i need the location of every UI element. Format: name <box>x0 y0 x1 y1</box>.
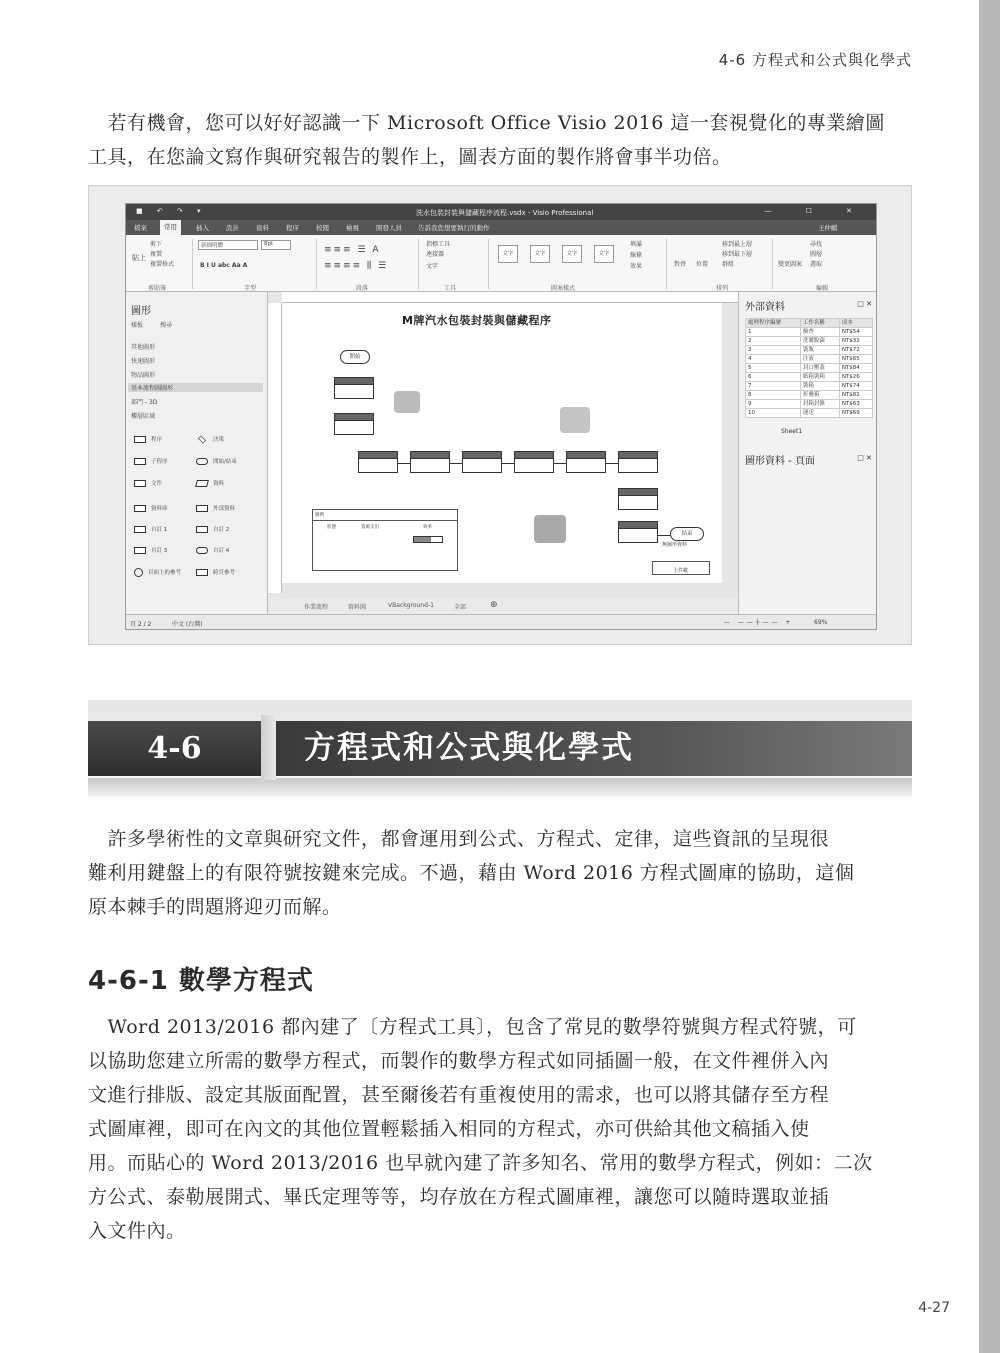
legend-header: 資源支出 <box>361 525 379 530</box>
custom4-icon <box>196 547 208 554</box>
ribbon <box>126 235 877 292</box>
drawing-page[interactable] <box>282 303 722 583</box>
tab-developer[interactable]: 開發人員 <box>376 224 402 232</box>
page-tab[interactable]: 作業流程 <box>304 604 329 611</box>
shape-item[interactable]: 自訂 1 <box>134 525 167 533</box>
pane-close-icon[interactable]: □ ✕ <box>857 300 872 308</box>
tab-view[interactable]: 檢視 <box>346 224 359 232</box>
divider <box>488 239 489 289</box>
group-tools: 工具 <box>444 285 457 292</box>
connector <box>450 463 462 464</box>
group-arrange: 排列 <box>716 285 729 292</box>
section-intro-paragraph <box>88 822 912 924</box>
text-line: 方公式、泰勒展開式、畢氏定理等等，均存放在方程式圖庫裡，讓您可以隨時選取並插 <box>88 1186 830 1208</box>
title-bar <box>126 204 877 220</box>
process-node[interactable] <box>566 451 606 473</box>
window-title: 洗水包裝封裝與儲藏程序流程.vsdx - Visio Professional <box>416 209 594 217</box>
text-line: 用。而貼心的 Word 2013/2016 也早就內建了許多知名、常用的數學方程式，例如：二次 <box>88 1152 873 1174</box>
fill-button[interactable]: 填滿 <box>630 241 643 248</box>
text-line: 入文件內。 <box>88 1220 186 1242</box>
body-paragraph <box>88 1010 912 1248</box>
section-banner-shadow <box>88 778 912 796</box>
tab-home[interactable]: 常用 <box>160 220 181 235</box>
process-node[interactable] <box>462 451 502 473</box>
shape-item[interactable]: 開始/結束 <box>196 457 237 465</box>
connector <box>658 535 670 536</box>
send-back-button[interactable]: 移到最下層 <box>722 251 753 258</box>
shape-item[interactable]: 決策 <box>196 435 224 443</box>
text-line: 工具，在您論文寫作與研究報告的製作上，圖表方面的製作將會事半功倍。 <box>88 146 732 168</box>
group-clipboard: 剪貼簿 <box>148 285 167 292</box>
text-line: 文進行排版、設定其版面配置，甚至爾後若有重複使用的需求，也可以將其儲存至方程 <box>88 1084 830 1106</box>
table-row[interactable]: 9 封箱封條 NT$63 <box>746 400 873 409</box>
document-icon <box>134 480 146 487</box>
status-bar <box>126 614 877 630</box>
worker-illustration-icon <box>560 407 590 433</box>
database-icon <box>134 505 146 512</box>
ribbon-tabs <box>126 220 877 235</box>
bring-front-button[interactable]: 移到最上層 <box>722 241 753 248</box>
process-node[interactable] <box>618 488 658 510</box>
shape-data-placeholder: 無圖形資料 <box>662 542 688 548</box>
font-name-select[interactable]: 新細明體 <box>198 240 258 250</box>
table-row[interactable]: 3 裝瓶 NT$72 <box>746 346 873 355</box>
font-size-select[interactable]: 8pt <box>261 240 291 250</box>
effect-button[interactable]: 效果 <box>630 263 643 270</box>
data-icon <box>195 480 209 487</box>
quick-access-icons[interactable]: ■ ↶ ↷ ▾ <box>136 207 207 215</box>
visio-window <box>125 203 877 630</box>
user-name: 王仲麒 <box>818 224 838 232</box>
intro-paragraph <box>88 106 912 174</box>
bold-italic-underline[interactable]: B I U abc Aa A <box>200 262 248 269</box>
process-node[interactable] <box>618 451 658 473</box>
page-tab[interactable]: 資料圖 <box>348 604 367 611</box>
process-node[interactable] <box>410 451 450 473</box>
text-line: 若有機會，您可以好好認識一下 Microsoft Office Visio 2016 這一套視覺化的專業繪圖 <box>88 112 885 134</box>
group-editing: 編輯 <box>816 285 829 292</box>
shape-data-title: 圖形資料 - 頁面 <box>745 456 815 467</box>
connector <box>398 463 410 464</box>
align-icons[interactable]: ≡≡≡≡ ⫼ ☰ <box>324 261 389 271</box>
layers-button[interactable]: 圖層 <box>810 251 823 258</box>
shape-item[interactable]: 跨頁參考 <box>196 568 235 576</box>
column-header[interactable]: 處理程序編號 <box>746 319 801 328</box>
text-line: 式圖庫裡，即可在內文的其他位置輕鬆插入相同的方程式，亦可供給其他文稿插入使 <box>88 1118 810 1140</box>
text-line: Word 2013/2016 都內建了〔方程式工具〕，包含了常見的數學符號與方程式符號，可 <box>88 1016 857 1038</box>
page-tabs-bar <box>268 598 738 614</box>
running-header: 4-6 方程式和公式與化學式 <box>718 51 912 69</box>
position-button[interactable]: 位置 <box>696 261 709 268</box>
divider <box>316 239 317 289</box>
process-node[interactable] <box>514 451 554 473</box>
machine-illustration-icon <box>534 515 566 543</box>
pointer-tool[interactable]: 指標工具 <box>426 241 451 248</box>
divider <box>772 239 773 289</box>
group-paragraph: 段落 <box>356 285 369 292</box>
external-data-icon <box>196 505 208 512</box>
column-header[interactable]: 成本 <box>839 319 872 328</box>
shape-item[interactable]: 文件 <box>134 479 162 487</box>
table-row[interactable]: 4 注液 NT$65 <box>746 355 873 364</box>
change-shape-button[interactable]: 變更圖案 <box>778 261 803 268</box>
shape-item[interactable]: 子程序 <box>134 457 168 465</box>
decision-icon <box>198 435 206 443</box>
text-line: 難利用鍵盤上的有限符號按鍵來完成。不過，藉由 Word 2016 方程式圖庫的協助，這個 <box>88 862 855 884</box>
table-row[interactable]: 1 檢查 NT$54 <box>746 328 873 337</box>
stencil-link-selected[interactable]: 基本流程圖圖形 <box>128 383 263 392</box>
legend-table <box>312 509 458 571</box>
process-node[interactable] <box>618 521 658 543</box>
page-indicator[interactable]: 頁 2 / 2 <box>130 621 152 628</box>
connector-tool[interactable]: 連接器 <box>426 251 445 258</box>
pane-close-icon[interactable]: □ ✕ <box>857 454 872 462</box>
shape-item[interactable]: 自訂 4 <box>196 546 229 554</box>
group-button[interactable]: 群組 <box>722 261 735 268</box>
edge-thumb-tab <box>979 0 1000 1353</box>
shape-item[interactable]: 程序 <box>134 435 162 443</box>
table-header-row <box>746 319 873 328</box>
text-line: 原本棘手的問題將迎刃而解。 <box>88 896 342 918</box>
sheet-tab[interactable]: Sheet1 <box>781 428 803 435</box>
shape-item[interactable]: 資料庫 <box>134 504 168 512</box>
shape-item[interactable]: 頁面上的參考 <box>134 568 181 577</box>
section-banner-divider <box>261 715 276 780</box>
shape-item[interactable]: 資料 <box>196 479 224 487</box>
subsection-heading: 4-6-1 數學方程式 <box>88 966 314 996</box>
stencil-link[interactable]: 部門 - 3D <box>131 399 158 406</box>
cut-button[interactable]: 剪下 <box>150 241 163 248</box>
visio-screenshot-figure <box>88 185 912 645</box>
text-line: 以協助您建立所需的數學方程式，而製作的數學方程式如同插圖一般，在文件裡併入內 <box>88 1050 830 1072</box>
custom1-icon <box>134 526 146 533</box>
process-node[interactable] <box>334 377 374 399</box>
text-tool[interactable]: 文字 <box>426 263 439 270</box>
diagram-title: M牌汽水包裝封裝與儲藏程序 <box>402 314 552 327</box>
process-node[interactable] <box>358 451 398 473</box>
divider <box>192 239 193 289</box>
style-swatch[interactable]: 文字 <box>594 245 614 263</box>
group-font: 字型 <box>244 285 257 292</box>
drawing-canvas[interactable] <box>268 292 738 614</box>
column-header[interactable]: 工作名稱 <box>800 319 839 328</box>
stencil-link[interactable]: 其他圖形 <box>131 344 156 351</box>
shape-item[interactable]: 自訂 3 <box>134 546 167 554</box>
end-shape[interactable]: 結束 <box>670 527 704 541</box>
page-number: 4-27 <box>918 1300 950 1316</box>
select-button[interactable]: 選取 <box>810 261 823 268</box>
table-row[interactable]: 10 運送 NT$69 <box>746 409 873 418</box>
custom3-icon <box>134 547 146 554</box>
search-tab[interactable]: 搜尋 <box>160 322 173 329</box>
tab-review[interactable]: 校閱 <box>316 224 329 232</box>
tab-data[interactable]: 資料 <box>256 224 269 232</box>
footer-box: 主件數 <box>652 561 710 575</box>
page-tab[interactable]: VBackground-1 <box>388 602 434 609</box>
table-row[interactable]: 7 裝箱 NT$74 <box>746 382 873 391</box>
legend-title: 圖例 <box>313 510 457 521</box>
legend-header: 狀態 <box>327 525 336 530</box>
external-data-title: 外部資料 <box>745 302 785 313</box>
stencil-link[interactable]: 快速圖形 <box>131 358 156 365</box>
format-painter-button[interactable]: 複製格式 <box>150 261 175 268</box>
shapes-panel <box>126 292 268 614</box>
tell-me-box[interactable]: 告訴我您想要執行的動作 <box>418 224 490 232</box>
shapes-panel-title: 圖形 <box>131 306 151 317</box>
style-swatch[interactable]: 文字 <box>530 245 550 263</box>
start-shape[interactable]: 開始 <box>340 350 370 364</box>
copy-button[interactable]: 複製 <box>150 251 163 258</box>
legend-header: 效率 <box>423 525 432 530</box>
terminator-icon <box>196 458 208 465</box>
paste-button[interactable]: 貼上 <box>132 254 146 262</box>
stencil-link[interactable]: 樓層區域 <box>131 413 156 420</box>
efficiency-bar <box>413 536 443 543</box>
connector <box>606 463 618 464</box>
style-swatch[interactable]: 文字 <box>562 245 582 263</box>
zoom-level[interactable]: 69% <box>814 619 828 626</box>
table-row[interactable]: 6 紙箱裝箱 NT$26 <box>746 373 873 382</box>
language-indicator: 中文 (台灣) <box>172 621 203 628</box>
stencils-tab[interactable]: 樣板 <box>131 322 144 329</box>
find-button[interactable]: 尋找 <box>810 241 823 248</box>
on-page-ref-icon <box>134 568 143 577</box>
stencil-link[interactable]: 物品圖形 <box>131 372 156 379</box>
group-shape-styles: 圖案樣式 <box>551 285 576 292</box>
shape-item[interactable]: 自訂 2 <box>196 525 229 533</box>
off-page-ref-icon <box>196 569 208 576</box>
section-number: 4-6 <box>88 721 261 776</box>
external-data-table <box>745 318 873 418</box>
tab-file[interactable]: 檔案 <box>134 224 147 232</box>
add-page-icon[interactable]: ⊕ <box>490 600 498 610</box>
connector <box>554 463 566 464</box>
table-row[interactable]: 2 洗滌脫菌 NT$32 <box>746 337 873 346</box>
text-line: 許多學術性的文章與研究文件，都會運用到公式、方程式、定律，這些資訊的呈現很 <box>88 828 830 850</box>
tab-design[interactable]: 設計 <box>226 224 239 232</box>
tab-insert[interactable]: 插入 <box>196 224 209 232</box>
external-data-pane <box>738 292 877 614</box>
process-node[interactable] <box>334 413 374 435</box>
shape-item[interactable]: 外部資料 <box>196 504 235 512</box>
worker-illustration-icon <box>394 391 420 413</box>
page-tab[interactable]: 全部 <box>454 604 467 611</box>
section-title: 方程式和公式與化學式 <box>276 721 912 776</box>
divider <box>418 239 419 289</box>
horizontal-ruler <box>282 292 738 303</box>
zoom-slider[interactable]: — ——┼—— + <box>724 619 794 626</box>
window-controls[interactable]: — ☐ ✕ <box>764 207 868 215</box>
process-icon <box>134 436 146 443</box>
vertical-ruler <box>268 303 282 593</box>
subprocess-icon <box>134 458 146 465</box>
tab-process[interactable]: 程序 <box>286 224 299 232</box>
align-button[interactable]: 對齊 <box>674 261 687 268</box>
table-row[interactable]: 8 折疊箱 NT$82 <box>746 391 873 400</box>
divider <box>666 239 667 289</box>
custom2-icon <box>196 526 208 533</box>
table-row[interactable]: 5 封口壓蓋 NT$84 <box>746 364 873 373</box>
style-swatch[interactable]: 文字 <box>498 245 518 263</box>
line-button[interactable]: 線條 <box>630 252 643 259</box>
connector <box>502 463 514 464</box>
align-icons[interactable]: ≡≡≡ ☰ A <box>324 245 381 255</box>
